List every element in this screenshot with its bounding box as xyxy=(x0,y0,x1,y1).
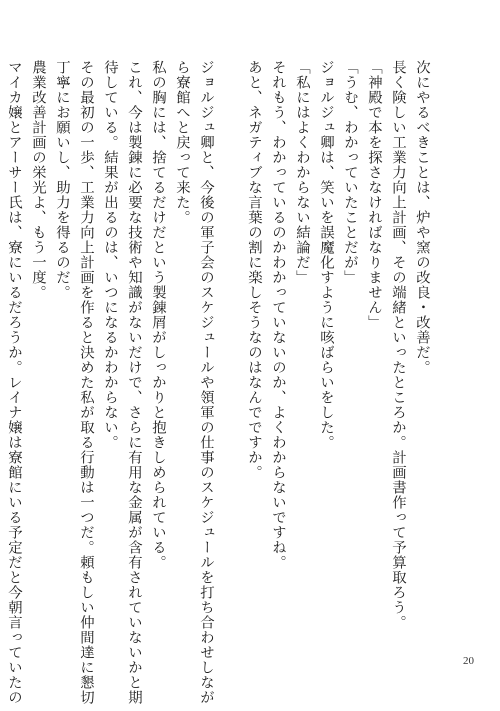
body-text xyxy=(2,60,434,705)
text-line: 丁寧にお願いし、助力を得るのだ。 xyxy=(54,60,70,300)
page-number: 20 xyxy=(463,655,474,667)
text-line: 私の胸には、捨てるだけだという製錬屑がしっかりと抱きしめられている。 xyxy=(150,60,166,570)
text-line: ジョルジュ卿と、今後の軍子会のスケジュールや領軍の仕事のスケジュールを打ち合わせしなが xyxy=(198,60,214,705)
text-line: その最初の一歩、工業力向上計画を作ると決めた私が取る行動は一つだ。頼もしい仲間達に懇切 xyxy=(78,60,94,705)
text-line: これ、今は製錬に必要な技術や知識がないだけで、さらに有用な金属が含有されていないかと期 xyxy=(126,60,142,705)
text-line: 農業改善計画の栄光よ、もう一度。 xyxy=(30,60,46,300)
text-line: ら寮館へと戻って来た。 xyxy=(174,60,190,225)
text-line: 「私にはよくわからない結論だ」 xyxy=(294,60,310,285)
section-break xyxy=(218,60,242,625)
text-line: 次にやるべきことは、炉や窯の改良・改善だ。 xyxy=(414,60,430,375)
text-line: それもう、わかっているのかわかっていないのか、よくわからないですね。 xyxy=(270,60,286,570)
text-line: マイカ嬢とアーサー氏は、寮にいるだろうか。レイナ嬢は寮館にいる予定だと今朝言っていたの xyxy=(6,60,22,705)
text-line: あと、ネガティブな言葉の割に楽しそうなのはなんでですか。 xyxy=(246,60,262,480)
text-line: ジョルジュ卿は、笑いを誤魔化すように咳ばらいをした。 xyxy=(318,60,334,450)
text-line: 待している。結果が出るのは、いつになるかわからない。 xyxy=(102,60,118,450)
text-line: 「神殿で本を探さなければなりません」 xyxy=(366,60,382,330)
text-line: 「うむ、わかっていたことだが」 xyxy=(342,60,358,285)
text-line: 長く険しい工業力向上計画、その端緒といったところか。計画書作って予算取ろう。 xyxy=(390,60,406,630)
